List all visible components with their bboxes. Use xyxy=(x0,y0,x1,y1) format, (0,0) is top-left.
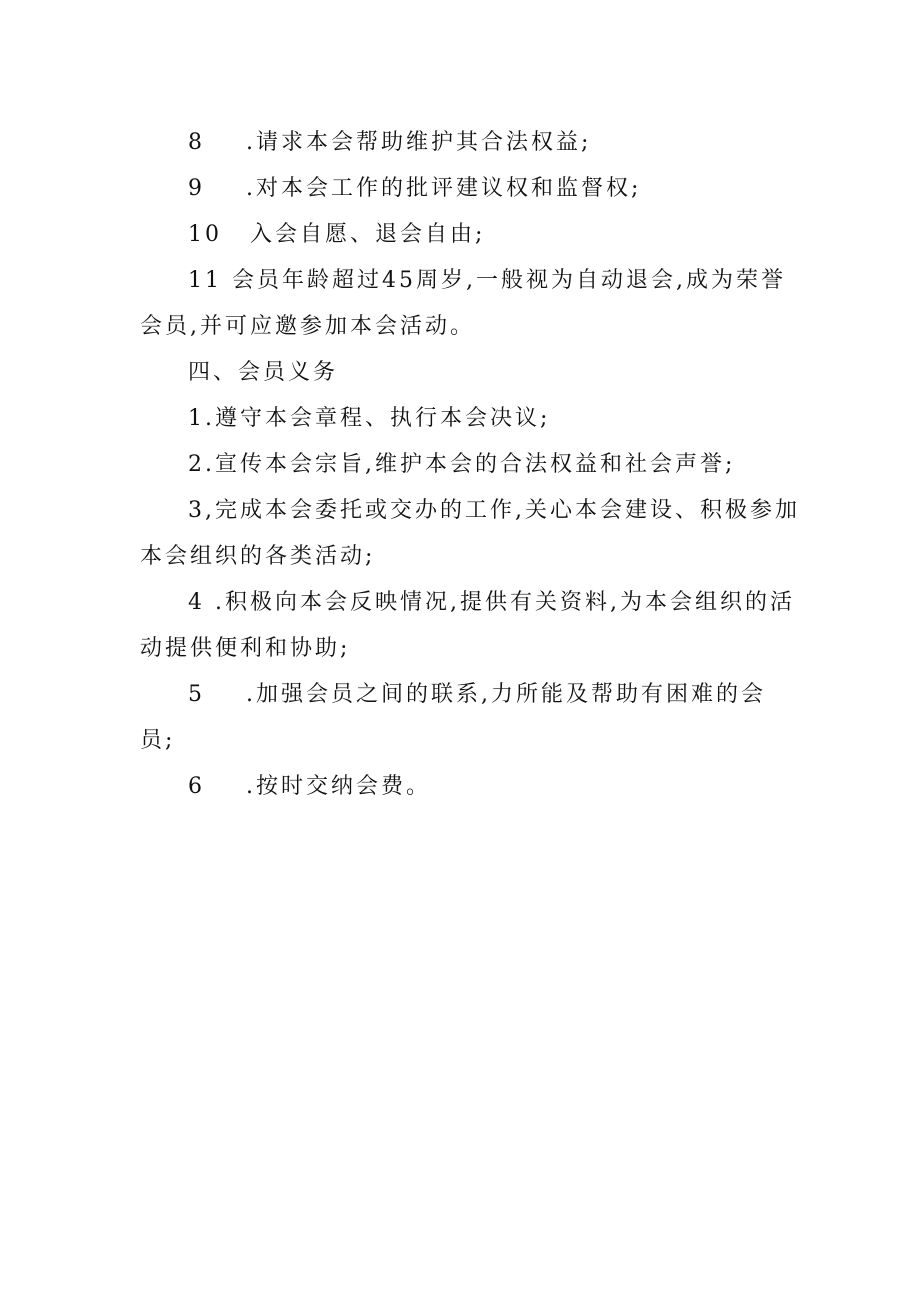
item-text: 动提供便利和协助; xyxy=(140,636,351,661)
rights-item-10 xyxy=(188,220,485,250)
item-text: .对本会工作的批评建议权和监督权; xyxy=(246,176,642,201)
duty-item-1 xyxy=(188,404,550,434)
section-heading xyxy=(188,358,338,388)
item-number: 6 xyxy=(188,774,205,799)
duty-item-4-continued xyxy=(140,634,350,664)
duty-item-4 xyxy=(188,588,795,618)
item-number: 5 xyxy=(188,682,205,707)
item-text: 本会组织的各类活动; xyxy=(140,544,376,569)
duty-item-5-continued xyxy=(140,726,175,756)
item-text: 3,完成本会委托或交办的工作,关心本会建设、积极参加 xyxy=(188,498,800,523)
item-text: 会员,并可应邀参加本会活动。 xyxy=(140,314,475,339)
duty-item-3-continued xyxy=(140,542,375,572)
duty-item-2 xyxy=(188,450,735,480)
item-text: 入会自愿、退会自由; xyxy=(250,222,486,247)
item-number: 8 xyxy=(188,130,205,155)
rights-item-11 xyxy=(188,266,786,296)
item-number: 10 xyxy=(188,222,222,247)
item-text: 4 .积极向本会反映情况,提供有关资料,为本会组织的活 xyxy=(188,590,795,615)
item-text: 1.遵守本会章程、执行本会决议; xyxy=(188,406,551,431)
section-title: 四、会员义务 xyxy=(188,360,339,385)
duty-item-5 xyxy=(188,680,766,710)
rights-item-9 xyxy=(188,174,641,204)
item-text: 员; xyxy=(140,728,176,753)
item-text: .按时交纳会费。 xyxy=(246,774,431,799)
item-text: .加强会员之间的联系,力所能及帮助有困难的会 xyxy=(246,682,766,707)
duty-item-6 xyxy=(188,772,431,802)
rights-item-11-continued xyxy=(140,312,475,342)
item-text: 2.宣传本会宗旨,维护本会的合法权益和社会声誉; xyxy=(188,452,736,477)
item-number: 9 xyxy=(188,176,205,201)
duty-item-3 xyxy=(188,496,800,526)
rights-item-8 xyxy=(188,128,591,158)
item-text: 11 会员年龄超过45周岁,一般视为自动退会,成为荣誉 xyxy=(188,268,786,293)
item-text: .请求本会帮助维护其合法权益; xyxy=(246,130,592,155)
